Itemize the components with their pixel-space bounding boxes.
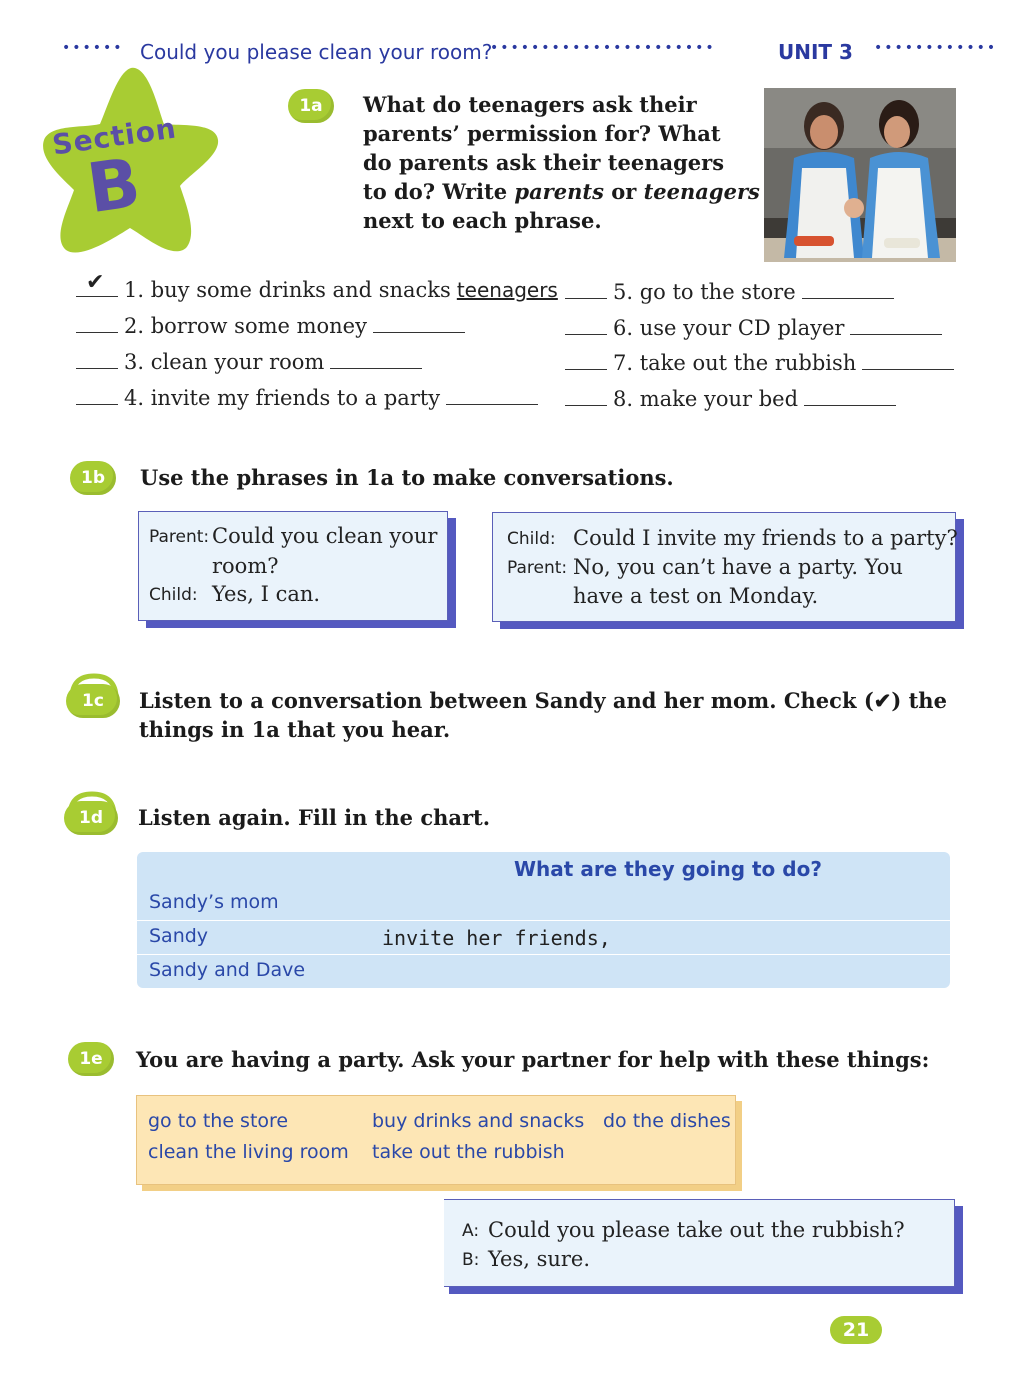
check-mark-icon: ✔: [86, 270, 105, 295]
phrase-item-5: 5. go to the store: [565, 280, 894, 304]
exercise-badge-1e: 1e: [68, 1042, 114, 1076]
phrase-item-6: 6. use your CD player: [565, 316, 942, 340]
answer-blank[interactable]: [565, 387, 607, 406]
answer-blank[interactable]: [565, 351, 607, 370]
conversation-box-1: [138, 511, 448, 621]
task-item: buy drinks and snacks: [372, 1110, 585, 1132]
answer-blank[interactable]: [76, 350, 118, 369]
phrase-item-2: 2. borrow some money: [76, 314, 465, 338]
chart-header: What are they going to do?: [514, 857, 822, 881]
example-dialog-box: [441, 1199, 955, 1287]
utterance: Could you please take out the rubbish?: [488, 1218, 905, 1242]
exercise-badge-1d: 1d: [64, 801, 118, 835]
answer-blank[interactable]: [76, 386, 118, 405]
speaker-label: A:: [462, 1221, 480, 1241]
phrase-item-7: 7. take out the rubbish: [565, 351, 954, 375]
phrase-item-4: 4. invite my friends to a party: [76, 386, 538, 410]
conversation-box-2: [492, 512, 956, 622]
answer-blank[interactable]: [76, 314, 118, 333]
utterance: room?: [212, 554, 279, 578]
utterance: have a test on Monday.: [573, 584, 819, 608]
phrase-item-1: ✔ 1. buy some drinks and snacks teenagers: [76, 278, 558, 302]
answer-blank[interactable]: [330, 350, 422, 369]
task-item: clean the living room: [148, 1141, 349, 1163]
speaker-label: Parent:: [149, 527, 210, 547]
exercise-badge-1c: 1c: [66, 684, 120, 718]
page-header-title: Could you please clean your room?: [140, 40, 493, 64]
chart-row: [137, 887, 950, 921]
chart-row-name: Sandy: [149, 925, 209, 947]
answer-blank[interactable]: [76, 270, 118, 297]
utterance: Yes, sure.: [488, 1247, 591, 1271]
answer-blank[interactable]: [565, 280, 607, 299]
page-number: 21: [830, 1316, 882, 1344]
answer-blank[interactable]: [446, 386, 538, 405]
chart-row-name: Sandy’s mom: [149, 891, 279, 913]
exercise-1d-instruction: Listen again. Fill in the chart.: [138, 805, 491, 830]
answer-blank[interactable]: [373, 314, 465, 333]
speaker-label: Child:: [149, 585, 198, 605]
section-word: Section: [50, 111, 179, 162]
chart-row-name: Sandy and Dave: [149, 959, 306, 981]
phrase-item-8: 8. make your bed: [565, 387, 896, 411]
exercise-1c-instruction: Listen to a conversation between Sandy and her mom. Check (✔) the things in 1a that you hear.: [139, 688, 947, 742]
header-dots-right: ••••••••••••: [874, 40, 998, 56]
utterance: Could you clean your: [212, 524, 438, 548]
kitchen-photo: [764, 88, 956, 262]
chart-row: [137, 955, 950, 988]
exercise-1a-instruction: What do teenagers ask their parents’ permission for? What do parents ask their teenagers to do? Write parents or teenagers next to each phrase.: [363, 92, 760, 233]
handwritten-answer: teenagers: [456, 278, 558, 302]
header-dots-middle: ••••••••••••••••••••••: [490, 40, 716, 56]
exercise-1e-instruction: You are having a party. Ask your partner for help with these things:: [136, 1047, 930, 1072]
unit-label: UNIT 3: [778, 40, 853, 64]
answer-blank[interactable]: [565, 316, 607, 335]
phrase-item-3: 3. clean your room: [76, 350, 422, 374]
speaker-label: Parent:: [507, 558, 568, 578]
chart-row-answer[interactable]: invite her friends,: [382, 926, 611, 950]
task-item: go to the store: [148, 1110, 289, 1132]
exercise-badge-1a: 1a: [288, 89, 334, 123]
task-item: do the dishes: [603, 1110, 731, 1132]
exercise-badge-1b: 1b: [70, 461, 116, 495]
chart-row: [137, 921, 950, 955]
utterance: Could I invite my friends to a party?: [573, 526, 958, 550]
section-letter: B: [82, 143, 146, 230]
exercise-1b-instruction: Use the phrases in 1a to make conversations.: [140, 465, 674, 490]
speaker-label: Child:: [507, 529, 556, 549]
fill-in-chart: [137, 852, 950, 988]
speaker-label: B:: [462, 1250, 480, 1270]
header-dots-left: ••••••: [62, 40, 124, 56]
utterance: Yes, I can.: [212, 582, 321, 606]
answer-blank[interactable]: [802, 280, 894, 299]
answer-blank[interactable]: [850, 316, 942, 335]
task-box: [136, 1095, 736, 1185]
answer-blank[interactable]: [862, 351, 954, 370]
answer-blank[interactable]: [804, 387, 896, 406]
utterance: No, you can’t have a party. You: [573, 555, 903, 579]
task-item: take out the rubbish: [372, 1141, 565, 1163]
dialog-box-left-edge: [441, 1199, 444, 1288]
